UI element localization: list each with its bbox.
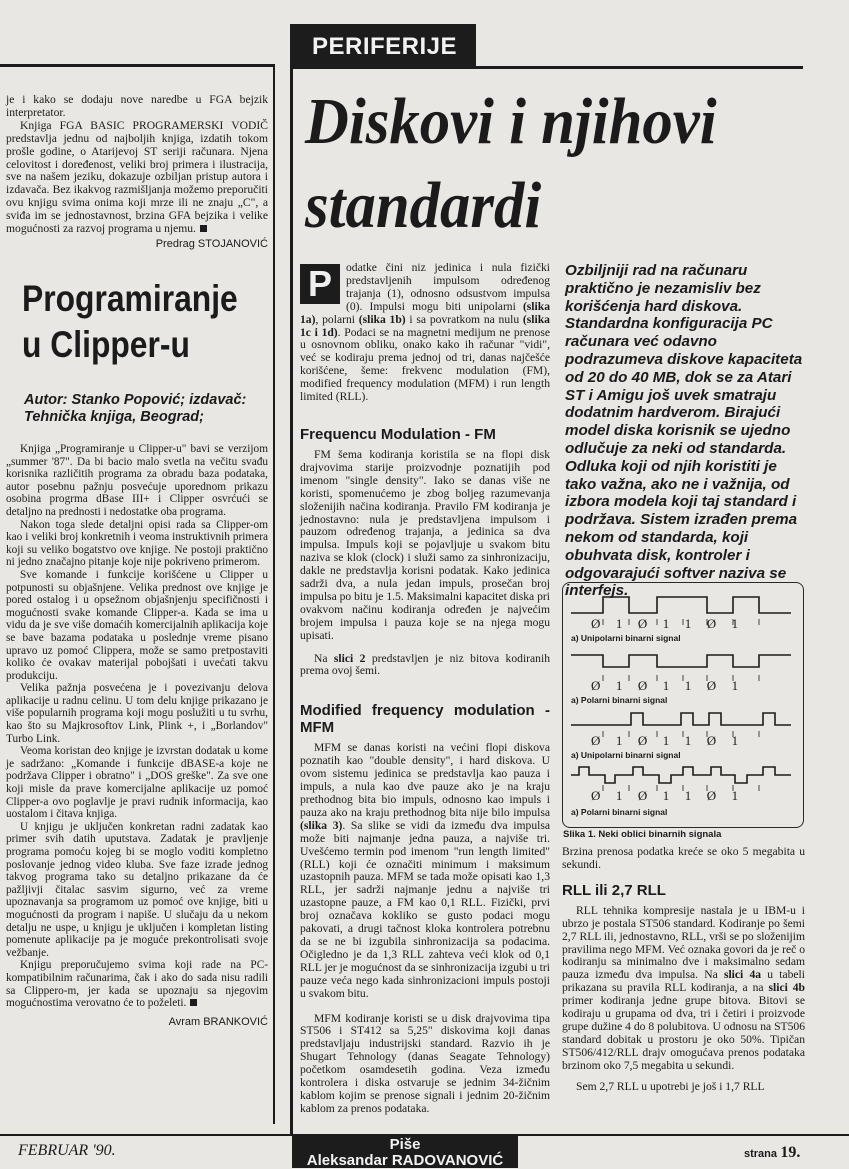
signal-trace-a <box>571 597 791 613</box>
clipper-byline: Autor: Stanko Popović; izdavač: Tehnička knjiga, Beograd; <box>24 392 247 425</box>
author-label: Piše <box>389 1136 421 1153</box>
left-review-1 <box>6 94 268 251</box>
review1-body: Knjiga FGA BASIC PROGRAMERSKI VODIČ predstavlja jednu od najboljih knjiga, izdatih tokom prošle godine, o Atarijevoj ST seriji računara. Njena celovitost i doređenost, veliki broj primera i ilustracija, sve na našem jeziku, dokazuje ozbiljan pristup autora i izdavača. Bez ikakvog razmišljanja možemo preporučiti ovu knjigu svima onima koji mrze ili ne znaju „C", a sviđa im se jednostavnost, brzina GFA bejzika i velike mogućnosti za razvoj programa u njemu. <box>6 118 268 236</box>
fm-paragraph-2: Na slici 2 predstavljen je niz bitova kodiranih prema ovoj šemi. <box>300 651 550 678</box>
section-header <box>293 24 476 68</box>
main-column-right <box>562 846 805 1094</box>
intro-paragraph: P odatke čini niz jedinica i nula fizički predstavljenih impulsom određenog trajanja (1), odnosno odsustvom impulsa (0). Impulsi mogu biti unipolarni (slika 1a), polarni (slika 1b) i sa povratkom na nulu (slika 1c i 1d). Podaci se na magnetni medijum ne prenose u osnovnom obliku, onako kako ih računar "vidi", već se kodiraju prema jednoj od tri, danas najčešće korišćene, šeme: frekvenc modulation (FM), modified frequency modulation (MFM) i run length limited (RLL). <box>300 261 550 404</box>
header-rule <box>293 66 803 69</box>
article-title <box>305 80 765 248</box>
review2-paragraph: Veoma koristan deo knjige je izvrstan dodatak u kome je sadržano: „Komande i funkcije dBASE-a koje ne podržava Clipper i obratno" i „DOS greške". Za sve one koji misle da prave komercijalne aplikacije uz pomoć Clipper-a ovo poglavlje je pravi rudnik informacija, kao uostalom i čitava knjiga. <box>6 745 268 821</box>
figure-caption: Slika 1. Neki oblici binarnih signala <box>563 829 722 840</box>
mfm-paragraph-2: MFM kodiranje koristi se u disk drajvovima tipa ST506 i ST412 sa 5,25" diskovima koji danas predstavljaju industrijski standard. Razvio ih je Shugart Tehnology (danas Seagate Tehnology) početkom osamdesetih godina. Veza između kontrolera i diska ostvaruje se jednim 34-žičnim kablom kojim se prenose signali i jednim 20-žičnim kablom za prenos podataka. <box>300 1011 550 1115</box>
label-a: a) Unipolarni binarni signal <box>571 633 681 643</box>
article-title-line1: Diskovi i njihovi <box>305 85 717 158</box>
lead-text: Ozbiljniji rad na računaru praktično je nezamisliv bez korišćenja hard diskova. Standardna konfiguracija PC računara već odavno podrazumeva diskove kapaciteta od 20 do 40 MB, dok se za Atari ST i Amigu još uvek smatraju dodatnim hardverom. Birajući model diska korisnik se ujedno odlučuje za neki od standarda. Odluka koji od njih koristiti je tako važna, ako ne i važnija, od izbora modela koji taj standard i podržava. Sistem izrađen prema nekom od standarda, koji obuhvata disk, kontroler i odgovarajući softver naziva se interfejs. <box>565 262 803 600</box>
bits-row-c: Ø 1 Ø 1 1 Ø 1 <box>591 733 742 748</box>
left-review-2 <box>6 443 268 1028</box>
signal-trace-b <box>571 655 791 667</box>
label-c: a) Unipolarni binarni signal <box>571 750 681 760</box>
signal-trace-c <box>571 713 791 725</box>
review1-continuation: je i kako se dodaju nove naredbe u FGA bejzik interpretator. <box>6 93 268 119</box>
review1-signature: Predrag STOJANOVIĆ <box>155 237 268 250</box>
page-label: strana <box>744 1148 778 1160</box>
figure-1 <box>562 582 804 828</box>
article-title-line2: standardi <box>305 169 542 242</box>
left-top-rule <box>0 64 275 67</box>
column-divider <box>290 24 293 1134</box>
main-column-middle <box>300 262 550 1116</box>
clipper-title-line1: Programiranje <box>22 278 238 319</box>
subheading-mfm: Modified frequency modulation - MFM <box>300 702 550 737</box>
review2-paragraph: U knjigu je uključen konkretan radni zadatak kao primer svih datih uputstava. Zadatak je pravljenje programa pomoću kojeg bi se moglo voditi kompletno poslovanje jednog video kluba. Sve faze izrade jednog takvog programa tako su detaljno prikazane da će pažljivji čitalac sasvim sigurno, već za vreme upoznavanja sa programom uz pomoć ove knjige, biti u mogućnosti da program i napiše. U slučaju da u nekom detalju ne uspe, u knjigu je uključen i kompletan listing pomenute aplikacije pa je moguće prekontrolisati svoje vežbanje. <box>6 820 268 959</box>
clipper-title-line2: u Clipper-u <box>22 324 190 365</box>
review2-paragraph: Knjigu preporučujemo svima koji rade na PC-kompatibilnim računarima, čak i ako do sada nisu radili sa Clippero-m, jer kada se upoznaju sa njegovim mogućnostima verovatno će to poželeti. <box>6 959 268 1010</box>
issue-date: FEBRUAR '90. <box>18 1142 116 1159</box>
label-b: a) Polarni binarni signal <box>571 695 668 705</box>
bits-row-a: Ø 1 Ø 1 1 Ø 1 <box>591 616 742 631</box>
page-number-block <box>744 1144 800 1162</box>
author-name: Aleksandar RADOVANOVIĆ <box>306 1152 504 1169</box>
review2-paragraph: Sve komande i funkcije korišćene u Clipper u potpunosti su objašnjene. Velika prednost ove knjige je pored ostalog i u opsežnom objašnjenju specifičnosti i mogućnosti svake komande Clipper-a. Kada se ima u vidu da je sve više domaćih komercijalnih aplikacija koje se bave bazama podataka u poslednje vreme pisano upravo uz pomoć Clippera, može se samo pretpostaviti koliko će ovakav materijal pobojšati i uvećati takvu produkciju. <box>6 568 268 682</box>
end-mark <box>200 225 207 232</box>
mfm-paragraph: MFM se danas koristi na većini flopi diskova poznatih kao "double density", i hard diskova. U ovom sistemu jedinica se predstavlja kao pauza i impuls, a nula kao dve pauze ako je na kraju prethodnog bita bio impuls, odnosno kao impuls i pauza ako na kraju prethodnog bita nije bilo impulsa (slika 3). Sa slike se vidi da između dva impulsa može biti najmanje jedna pauza, a najviše tri. Uvešćemo termin pod imenom "run length limited" (RLL) koji će označiti minimum i maksimum uzastopnih pauza. MFM se tada može opisati kao 1,3 RLL, jer sadrži najmanje jednu a najviše tri uzastopne pauze, a FM kao 0,1 RLL. Fizički, prvi broj označava kokliko se gusto podaci mogu pakovati, a drugi tačnost kloka kontrolera potrebnu da se ne bi izgubila sinhronizacija sa podacima. Očigledno je da 1,3 RLL zahteva veći klok od 0,1 RLL jer je mogućnost da se sinhronizacija izgubi u tri pauze veća nego kada sinhronizacioni impuls postoji u svakom bitu. <box>300 741 550 1000</box>
review2-signature: Avram BRANKOVIĆ <box>168 1015 268 1028</box>
fm-paragraph: FM šema kodiranja koristila se na flopi disk drajvovima starije proizvodnje poznatijih pod imenom "single density". Iako se danas više ne koristi, spomenućemo je zbog boljeg razumevanja složenijih načina kodiranja. Pravilo FM kodiranja je jednostavno: nula je predstavljena impulsom i pauzom određenog trajanja, a jedinica sa dva impulsa. Impuls koji se pojavljuje u svakom bitu naziva se klok (clock) i služi samo za sinhronizaciju, dakle ne predstavlja korisni podatak. Kako jedinica sadrži dva, a nula jedan impuls, prosečan broj impulsa po bitu je 1.5. Maksimalni kapacitet diska pri ovakvom načinu kodiranja određen je najvećim brojem impulsa i pauza koje se na njega mogu upisati. <box>300 447 550 642</box>
bits-row-d: Ø 1 Ø 1 1 Ø 1 <box>591 788 742 803</box>
rll-paragraph-2: Sem 2,7 RLL u upotrebi je još i 1,7 RLL <box>576 1079 765 1093</box>
author-box <box>292 1134 518 1168</box>
clipper-title <box>22 276 246 368</box>
page-number: 19. <box>780 1144 801 1161</box>
review2-paragraph: Knjiga „Programiranje u Clipper-u" bavi se verzijom „summer '87". Da bi bacio malo svetla na večitu svađu korisnika različitih programa za obradu baza podataka, autor posebnu pažnju posvećuje uporednom prikazu osobina progrma dBase III+ i Clipper osvrćući se detaljno na prednosti i nedostatke oba programa. <box>6 443 268 518</box>
section-title: PERIFERIJE <box>311 33 458 60</box>
label-d: a) Polarni binarni signal <box>571 807 668 817</box>
left-box-right-rule <box>273 64 275 1124</box>
review2-paragraph: Nakon toga slede detaljni opisi rada sa Clipper-om kao i veliki broj konkretnih i veoma instruktivnih primera koji su veliko bogatstvo ove knjige. Ne postoji praktično ni jedno značajno pitanje koje nije pokriveno primerom. <box>6 518 268 569</box>
signal-trace-d <box>571 767 791 783</box>
review2-paragraph: Velika pažnja posvećena je i povezivanju delova aplikacije u radnu celinu. U tom delu knjige prikazano je više popularnih programa koji mogu poslužiti u tu svrhu, kao što su Majkrosoftov Link, Plink +, i „Borlandov" Turbo Link. <box>6 682 268 745</box>
drop-cap: P <box>300 264 340 304</box>
rll-paragraph: RLL tehnika kompresije nastala je u IBM-u i ubrzo je postala ST506 standard. Kodiranje po šemi 2,7 RLL ili, jednostavno, RLL, vrši se po složenijim pravilima nego MFM. Već oznaka govori da je reč o kodiranju sa minimalno dve i maksimalno sedam pauza između dva impulsa. Na slici 4a u tabeli prikazana su pravila RLL kodiranja, a na slici 4b primer kodiranja jedne grupe bitova. Bitovi se kodiraju u grupama od dva, tri i četiri i proizvode grupe dužine 4 do 8 polubitova. U odnosu na ST506 standard dobitak u prostoru je oko 50%. Tipičan ST506/412/RLL drajv omogućava prenos podataka brzinom oko 7,5 megabita u sekundi. <box>562 903 806 1072</box>
transfer-paragraph: Brzina prenosa podatka kreće se oko 5 megabita u sekundi. <box>562 845 805 871</box>
end-mark <box>190 999 197 1006</box>
subheading-fm: Frequencu Modulation - FM <box>300 425 496 443</box>
bits-row-b: Ø 1 Ø 1 1 Ø 1 <box>591 678 742 693</box>
subheading-rll: RLL ili 2,7 RLL <box>562 881 666 899</box>
